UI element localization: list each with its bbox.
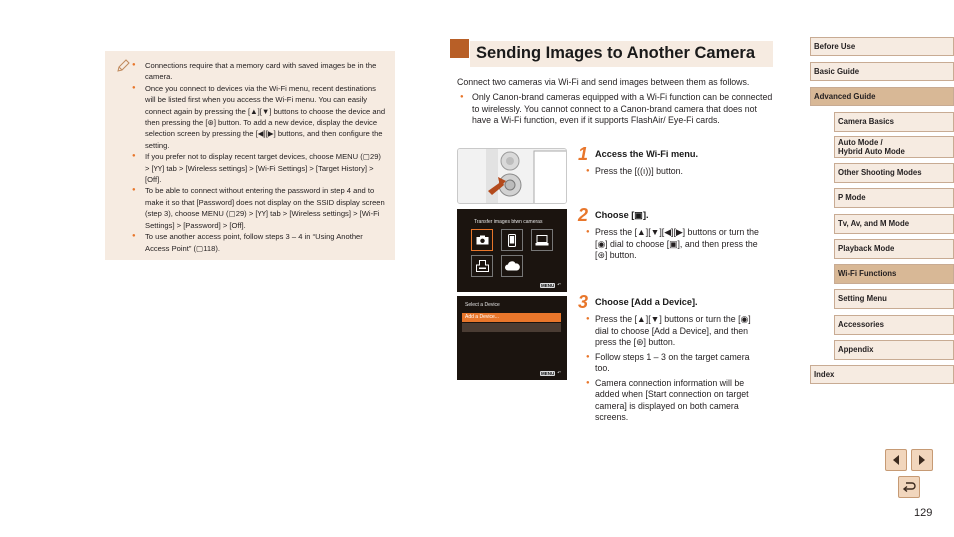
nav-auto-mode[interactable] (834, 136, 954, 158)
nav-advanced-guide[interactable]: Advanced Guide (810, 87, 954, 106)
nav-basic-guide[interactable]: Basic Guide (810, 62, 954, 81)
camera-screen-transfer (457, 209, 567, 292)
title-marker (450, 39, 469, 58)
page-number: 129 (914, 507, 933, 519)
nav-p-mode[interactable]: P Mode (834, 188, 954, 208)
nav-setting-menu[interactable]: Setting Menu (834, 289, 954, 309)
notes-panel (105, 51, 395, 260)
device-row-add: Add a Device... (462, 313, 561, 322)
return-icon (902, 481, 916, 493)
intro-text: Connect two cameras via Wi-Fi and send images between them as follows. (457, 77, 750, 87)
step-list (586, 166, 766, 181)
step-item: ● Press the [▲][▼][◀][▶] buttons or turn the [◉] dial to choose [▣], and then press the [⊛] button. (586, 227, 766, 262)
intro-bullet: ● Only Canon-brand cameras equipped with a Wi-Fi function can be connected to wirelessly. You cannot connect to a Canon-brand camera that does not have a Wi-Fi function, even if it supports FlashAir/ Eye-Fi cards. (459, 92, 773, 127)
note-item: ● To use another access point, follow steps 3 – 4 in “Using Another Access Point” (▢118). (131, 231, 387, 254)
note-item: ● Connections require that a memory card with saved images be in the camera. (131, 60, 387, 83)
pencil-icon (115, 58, 131, 74)
nav-before-use[interactable]: Before Use (810, 37, 954, 56)
nav-camera-basics[interactable]: Camera Basics (834, 112, 954, 132)
printer-tile (471, 255, 493, 277)
step-number: 3 (578, 292, 589, 312)
note-item: ● If you prefer not to display recent target devices, choose MENU (▢29) > [ҮҮ] tab > [Wireless settings] > [Wi-Fi Settings] > [Target History] > [Off]. (131, 151, 387, 185)
step-number: 1 (578, 144, 589, 164)
step-title: Choose [▣]. (595, 210, 649, 220)
arrow-left-icon (891, 454, 901, 466)
nav-accessories[interactable]: Accessories (834, 315, 954, 335)
return-button[interactable] (898, 476, 920, 498)
step-title: Choose [Add a Device]. (595, 297, 698, 307)
previous-page-button[interactable] (885, 449, 907, 471)
nav-auto-mode-line2: Hybrid Auto Mode (838, 146, 905, 156)
nav-appendix[interactable]: Appendix (834, 340, 954, 360)
notes-list (131, 60, 387, 254)
nav-wifi-functions[interactable]: Wi-Fi Functions (834, 264, 954, 284)
smartphone-icon (508, 234, 516, 247)
nav-auto-mode-line1: Auto Mode / (838, 138, 883, 147)
smartphone-tile (501, 229, 523, 251)
device-row-empty (462, 323, 561, 332)
camera-tile (471, 229, 493, 251)
return-icon: ↶ (557, 282, 561, 287)
camera-back-photo (457, 148, 567, 204)
printer-icon (476, 260, 489, 272)
step-list (586, 314, 766, 427)
cloud-icon (505, 261, 520, 271)
screen-header: Transfer images btwn cameras (474, 219, 543, 225)
return-icon: ↶ (557, 370, 561, 375)
arrow-right-icon (917, 454, 927, 466)
page-title: Sending Images to Another Camera (476, 44, 756, 62)
cloud-tile (501, 255, 523, 277)
step-item: ● Follow steps 1 – 3 on the target camera too. (586, 352, 766, 375)
menu-label: MENU (540, 370, 555, 376)
camera-icon (476, 235, 489, 245)
nav-index[interactable]: Index (810, 365, 954, 384)
nav-other-shooting-modes[interactable]: Other Shooting Modes (834, 163, 954, 183)
step-item: ● Press the [▲][▼] buttons or turn the [◉] dial to choose [Add a Device], and then press the [⊛] button. (586, 314, 766, 349)
step-item: ● Camera connection information will be added when [Start connection on target camera] is displayed on both camera screens. (586, 378, 766, 424)
menu-return-indicator (540, 370, 561, 376)
step-number: 2 (578, 205, 589, 225)
note-item: ● Once you connect to devices via the Wi-Fi menu, recent destinations will be listed first when you access the Wi-Fi menu. You can easily connect again by pressing the [▲][▼] buttons to choose the device and then pressing the [⊛] button. To add a new device, display the device selection screen by pressing the [◀][▶] buttons, and then configure the setting. (131, 83, 387, 151)
step-title: Access the Wi-Fi menu. (595, 149, 699, 159)
menu-return-indicator (540, 282, 561, 288)
screen-header: Select a Device (465, 302, 500, 308)
menu-label: MENU (540, 282, 555, 288)
note-item: ● To be able to connect without entering the password in step 4 and to make it so that [Password] does not display on the SSID display screen (step 3), choose MENU (▢29) > [ҮҮ] tab > [Wireless settings] > [Wi-Fi Settings] > [Password] > [Off]. (131, 185, 387, 231)
camera-screen-select-device (457, 296, 567, 380)
computer-icon (535, 235, 549, 246)
nav-tv-av-m-mode[interactable]: Tv, Av, and M Mode (834, 214, 954, 234)
step-list (586, 227, 766, 265)
step-item: ● Press the [((ı))] button. (586, 166, 766, 178)
next-page-button[interactable] (911, 449, 933, 471)
computer-tile (531, 229, 553, 251)
nav-playback-mode[interactable]: Playback Mode (834, 239, 954, 259)
camera-body-illustration (458, 149, 567, 204)
